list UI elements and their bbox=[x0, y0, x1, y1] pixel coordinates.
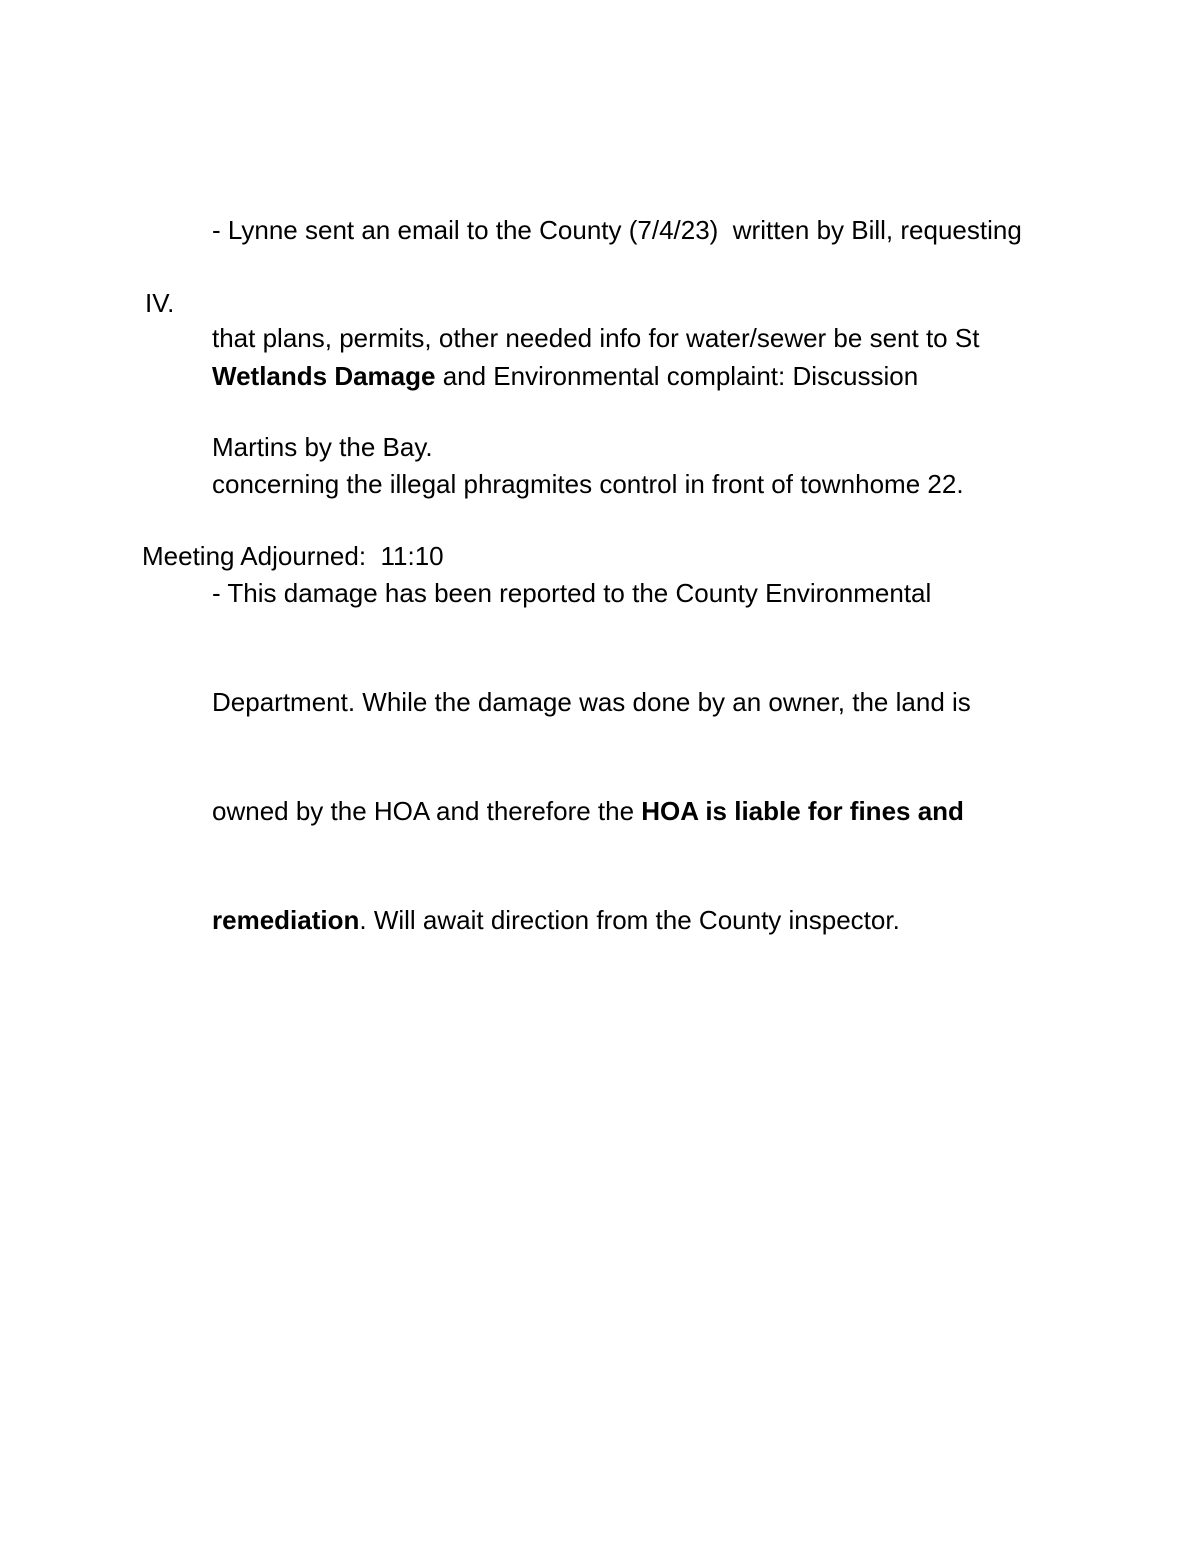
liability-note-bold: HOA is liable for fines and bbox=[641, 796, 964, 827]
liability-note-bold: remediation bbox=[212, 905, 360, 936]
continuation-line: that plans, permits, other needed info for water/sewer be sent to St bbox=[212, 323, 980, 354]
item-line bbox=[212, 358, 971, 394]
item-line: - This damage has been reported to the County Environmental bbox=[212, 578, 932, 609]
item-line bbox=[212, 793, 971, 829]
item-line: Department. While the damage was done by an owner, the land is bbox=[212, 687, 971, 718]
item-line: concerning the illegal phragmites control in front of townhome 22. bbox=[212, 469, 964, 500]
item-line-text: . Will await direction from the County inspector. bbox=[359, 905, 900, 936]
item-heading-rest: and Environmental complaint: Discussion bbox=[435, 360, 919, 391]
meeting-adjourned: Meeting Adjourned: 11:10 bbox=[142, 541, 444, 571]
item-line-text: owned by the HOA and therefore the bbox=[212, 796, 642, 827]
item-line bbox=[212, 902, 971, 938]
item-heading-bold: Wetlands Damage bbox=[212, 360, 436, 391]
continuation-line: - Lynne sent an email to the County (7/4/23) written by Bill, requesting bbox=[212, 214, 1022, 245]
item-body bbox=[212, 285, 971, 1011]
item-number: IV. bbox=[145, 288, 175, 318]
continuation-line: Martins by the Bay. bbox=[212, 432, 433, 463]
